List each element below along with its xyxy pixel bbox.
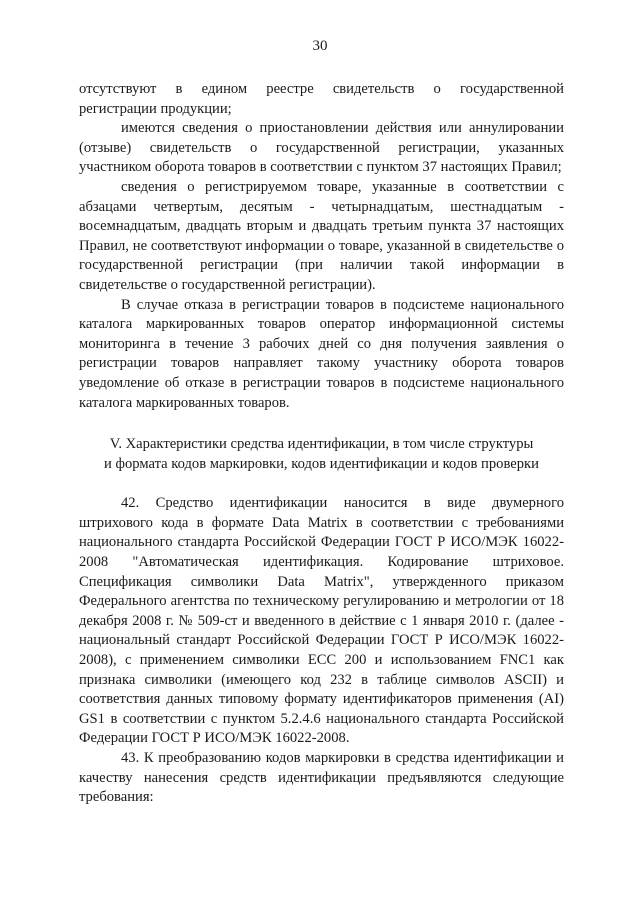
word: о <box>433 81 441 97</box>
paragraph-42: 42. Средство идентификации наносится в виде двумерного штрихового кода в формате Data Matrix в соответствии с требованиями национального стандарта Российской Федерации ГОСТ Р ИСО/МЭК 16022-2008 "Автоматическая идентификация. Кодирование штриховое. Спецификация символики Data Matrix", утвержденного приказом Федерального агентства по техническому регулированию и метрологии от 18 декабря 2008 г. № 509-ст и введенного в действие с 1 января 2010 г. (далее - национальный стандарт Российской Федерации ГОСТ Р ИСО/МЭК 16022-2008), с применением символики ЕСС 200 и использованием FNC1 как признака символики (имеющего код 232 в таблице символов ASCII) и соответствия данных типовому формату идентификаторов применения (AI) GS1 в соответствии с пунктом 5.2.4.6 национального стандарта Российской Федерации ГОСТ Р ИСО/МЭК 16022-2008. <box>79 495 564 747</box>
page-number: 30 <box>312 38 328 54</box>
word: реестре <box>266 81 314 97</box>
word: едином <box>201 81 248 97</box>
paragraph: сведения о регистрируемом товаре, указанные в соответствии с абзацами четвертым, десятым - четырнадцатым, шестнадцатым - восемнадцатым, двадцать вторым и двадцать третьим пункта 37 настоящих Правил, не соответствуют информации о товаре, указанной в свидетельстве о государственной регистрации (при наличии такой информации в свидетельстве о государственной регистрации). <box>79 178 564 293</box>
heading-line: и формата кодов маркировки, кодов идентификации и кодов проверки <box>104 455 539 472</box>
paragraph-line: регистрации продукции; <box>79 100 232 117</box>
word: свидетельств <box>332 81 415 97</box>
document-body <box>79 80 564 808</box>
word: отсутствуют <box>79 81 157 97</box>
section-heading <box>79 435 564 474</box>
word: государственной <box>459 81 564 97</box>
paragraph-43: 43. К преобразованию кодов маркировки в средства идентификации и качеству нанесения средств идентификации предъявляются следующие требования: <box>79 750 564 806</box>
paragraph: имеются сведения о приостановлении действия или аннулировании (отзыве) свидетельств о государственной регистрации, указанных участником оборота товаров в соответствии с пунктом 37 настоящих Правил; <box>79 120 564 176</box>
word: в <box>175 81 183 97</box>
paragraph-line <box>79 80 564 100</box>
paragraph: В случае отказа в регистрации товаров в подсистеме национального каталога маркированных товаров оператор информационной системы мониторинга в течение 3 рабочих дней со дня получения заявления о регистрации товаров направляет такому участнику оборота товаров уведомление об отказе в регистрации товаров в подсистеме национального каталога маркированных товаров. <box>79 296 564 411</box>
heading-line: V. Характеристики средства идентификации, в том числе структуры <box>109 436 534 453</box>
